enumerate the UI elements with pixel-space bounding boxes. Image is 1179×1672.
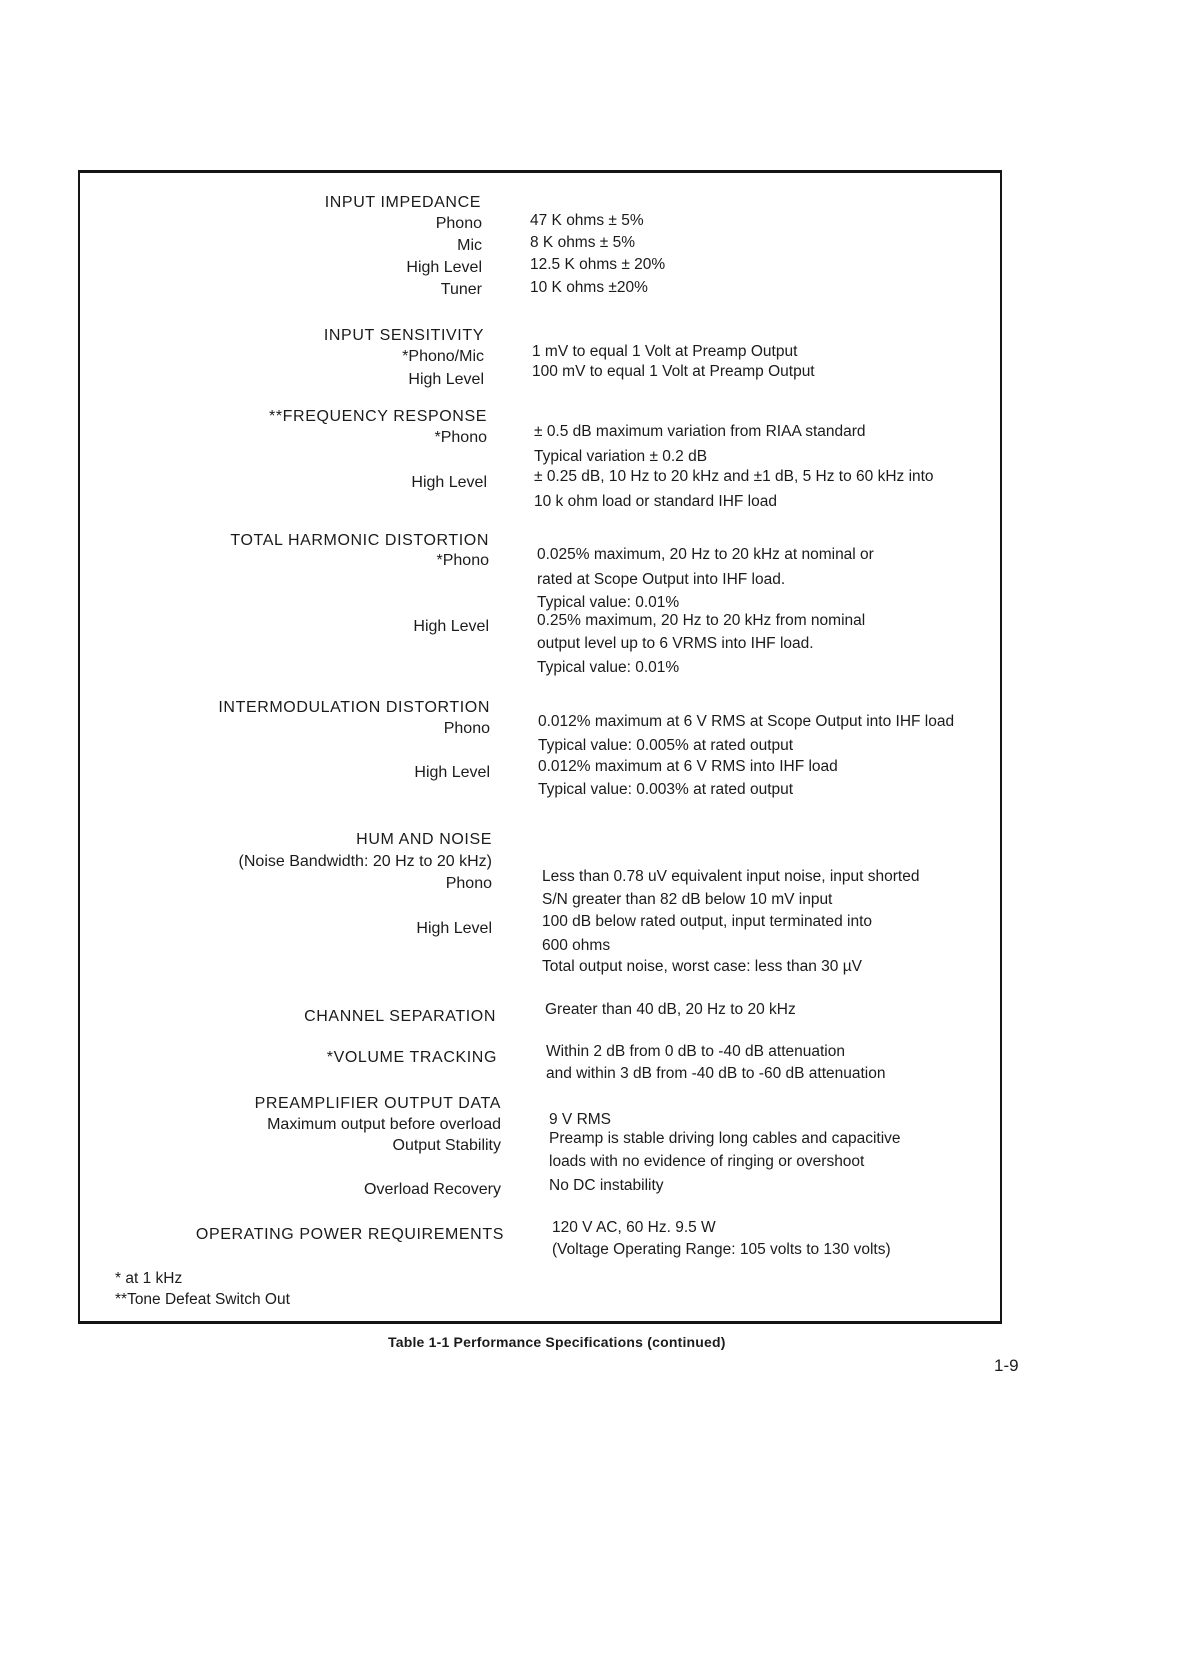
heading-input-sensitivity: INPUT SENSITIVITY <box>323 327 484 344</box>
label-phono: Phono <box>443 720 490 737</box>
value-phono-thd-line-2: rated at Scope Output into IHF load. <box>537 571 786 588</box>
value-high-level-noise-termination: 600 ohms <box>542 937 611 954</box>
heading-volume-tracking: *VOLUME TRACKING <box>326 1049 497 1066</box>
value-high-level-frequency-response-load: 10 k ohm load or standard IHF load <box>534 493 777 510</box>
value-high-level-noise: 100 dB below rated output, input terminated into <box>542 913 873 930</box>
table-caption: Table 1-1 Performance Specifications (continued) <box>388 1334 726 1350</box>
value-phono-noise: Less than 0.78 uV equivalent input noise, input shorted <box>542 868 920 885</box>
value-maximum-output: 9 V RMS <box>549 1111 612 1128</box>
value-phono-signal-to-noise: S/N greater than 82 dB below 10 mV input <box>542 891 833 908</box>
value-high-level-thd-line-2: output level up to 6 VRMS into IHF load. <box>537 635 814 652</box>
value-phono-thd-typical: Typical value: 0.01% <box>537 594 680 611</box>
label-high-level: High Level <box>413 618 489 635</box>
value-tuner-impedance: 10 K ohms ±20% <box>530 279 648 296</box>
label-high-level: High Level <box>414 764 490 781</box>
value-phono-imd: 0.012% maximum at 6 V RMS at Scope Output into IHF load <box>538 713 955 730</box>
value-volume-tracking-line-2: and within 3 dB from -40 dB to -60 dB attenuation <box>546 1065 886 1082</box>
label-overload-recovery: Overload Recovery <box>364 1181 501 1198</box>
label-phono: Phono <box>445 875 492 892</box>
heading-operating-power-requirements: OPERATING POWER REQUIREMENTS <box>195 1226 504 1243</box>
value-phono-impedance: 47 K ohms ± 5% <box>530 212 644 229</box>
value-high-level-frequency-response: ± 0.25 dB, 10 Hz to 20 kHz and ±1 dB, 5 Hz to 60 kHz into <box>534 468 934 485</box>
footnote-at-1-khz: * at 1 kHz <box>115 1270 183 1287</box>
label-high-level: High Level <box>411 474 487 491</box>
label-phono-mic: *Phono/Mic <box>402 348 484 365</box>
heading-hum-and-noise: HUM AND NOISE <box>356 831 492 848</box>
value-high-level-thd: 0.25% maximum, 20 Hz to 20 kHz from nominal <box>537 612 866 629</box>
label-maximum-output: Maximum output before overload <box>267 1116 501 1133</box>
value-total-output-noise: Total output noise, worst case: less than 30 µV <box>542 958 862 975</box>
value-high-level-imd: 0.012% maximum at 6 V RMS into IHF load <box>538 758 838 775</box>
label-output-stability: Output Stability <box>392 1137 501 1154</box>
value-voltage-operating-range: (Voltage Operating Range: 105 volts to 130 volts) <box>552 1241 891 1258</box>
value-channel-separation: Greater than 40 dB, 20 Hz to 20 kHz <box>545 1001 796 1018</box>
value-output-stability: Preamp is stable driving long cables and capacitive <box>549 1130 901 1147</box>
label-tuner: Tuner <box>440 281 482 298</box>
label-high-level: High Level <box>408 371 484 388</box>
value-phono-mic-sensitivity: 1 mV to equal 1 Volt at Preamp Output <box>532 343 798 360</box>
value-phono-thd: 0.025% maximum, 20 Hz to 20 kHz at nominal or <box>537 546 874 563</box>
page-number: 1-9 <box>994 1356 1019 1375</box>
heading-preamplifier-output-data: PREAMPLIFIER OUTPUT DATA <box>254 1095 501 1112</box>
heading-total-harmonic-distortion: TOTAL HARMONIC DISTORTION <box>230 532 489 549</box>
value-overload-recovery: No DC instability <box>549 1177 664 1194</box>
subheading-noise-bandwidth: (Noise Bandwidth: 20 Hz to 20 kHz) <box>238 853 492 870</box>
heading-intermodulation-distortion: INTERMODULATION DISTORTION <box>218 699 490 716</box>
label-phono: Phono <box>435 215 482 232</box>
value-mic-impedance: 8 K ohms ± 5% <box>530 234 635 251</box>
heading-frequency-response: **FREQUENCY RESPONSE <box>269 408 487 425</box>
value-phono-imd-typical: Typical value: 0.005% at rated output <box>538 737 794 754</box>
value-high-level-thd-typical: Typical value: 0.01% <box>537 659 680 676</box>
heading-input-impedance: INPUT IMPEDANCE <box>324 194 481 211</box>
value-volume-tracking: Within 2 dB from 0 dB to -40 dB attenuation <box>546 1043 845 1060</box>
value-high-level-impedance: 12.5 K ohms ± 20% <box>530 256 666 273</box>
label-phono: *Phono <box>434 429 487 446</box>
value-high-level-sensitivity: 100 mV to equal 1 Volt at Preamp Output <box>532 363 815 380</box>
label-high-level: High Level <box>416 920 492 937</box>
value-high-level-imd-typical: Typical value: 0.003% at rated output <box>538 781 794 798</box>
label-mic: Mic <box>457 237 482 254</box>
label-high-level: High Level <box>406 259 482 276</box>
value-phono-frequency-response-typical: Typical variation ± 0.2 dB <box>534 448 708 465</box>
footnote-tone-defeat: **Tone Defeat Switch Out <box>115 1291 290 1308</box>
value-output-stability-line-2: loads with no evidence of ringing or overshoot <box>549 1153 865 1170</box>
label-phono: *Phono <box>436 552 489 569</box>
value-phono-frequency-response: ± 0.5 dB maximum variation from RIAA standard <box>534 423 866 440</box>
heading-channel-separation: CHANNEL SEPARATION <box>304 1008 496 1025</box>
value-operating-power: 120 V AC, 60 Hz. 9.5 W <box>552 1219 716 1236</box>
